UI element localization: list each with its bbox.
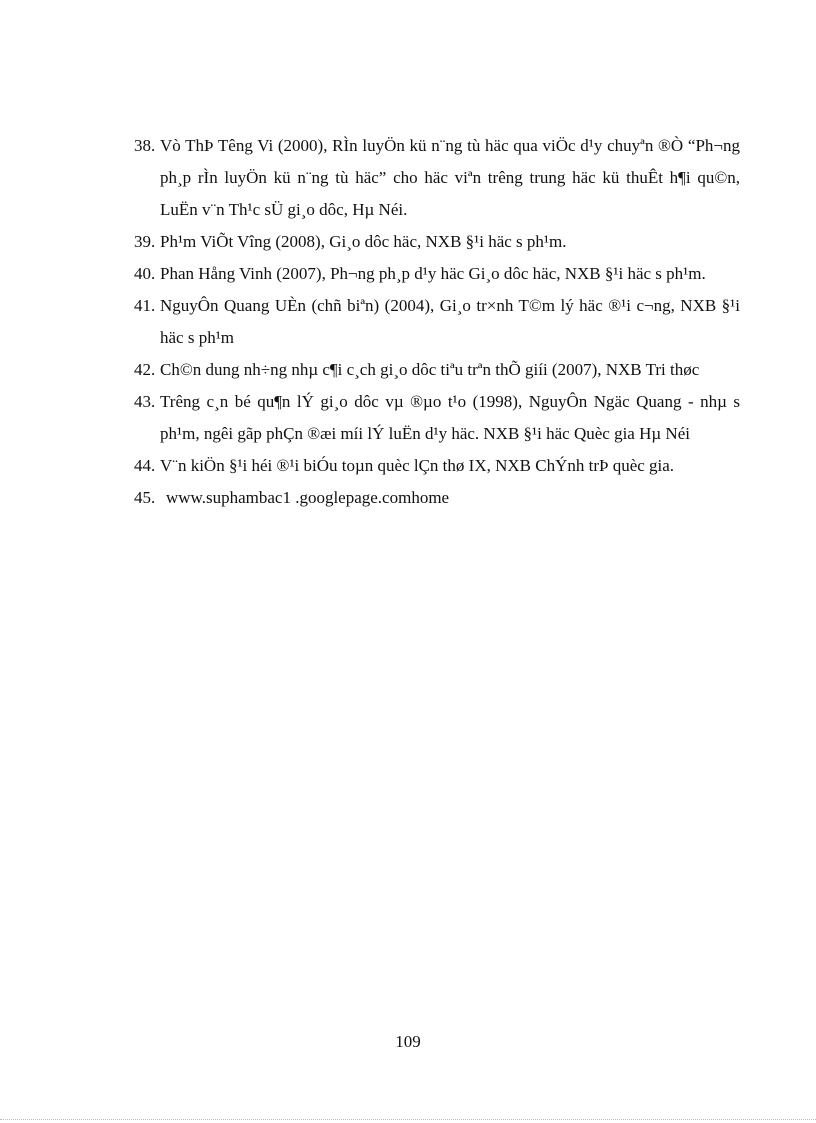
reference-number: 45.: [134, 488, 156, 507]
page-bottom-border: [0, 1119, 816, 1120]
reference-url: www.suphambac1 .googlepage.comhome: [166, 488, 450, 507]
reference-item: [134, 226, 740, 258]
reference-number: 41.: [134, 296, 156, 315]
reference-text: V¨n kiÖn §¹i héi ®¹i biÓu toµn quèc lÇn thø IX, NXB ChÝnh trÞ quèc gia.: [160, 456, 675, 475]
reference-item: [134, 130, 740, 226]
reference-number: 44.: [134, 456, 156, 475]
reference-number: 40.: [134, 264, 156, 283]
reference-text: NguyÔn Quang UÈn (chñ biªn) (2004), Gi¸o tr×nh T©m lý häc ®¹i c¬ng, NXB §¹i häc s ph¹m: [160, 296, 740, 347]
reference-item: [134, 450, 740, 482]
reference-item: [134, 386, 740, 450]
reference-item: [134, 258, 740, 290]
reference-item: [134, 354, 740, 386]
reference-text: Trêng c¸n bé qu¶n lÝ gi¸o dôc vµ ®µo t¹o (1998), NguyÔn Ngäc Quang - nhµ s ph¹m, ngêi gãp phÇn ®æi míi lÝ luËn d¹y häc. NXB §¹i häc Quèc gia Hµ Néi: [160, 392, 740, 443]
reference-number: 38.: [134, 136, 156, 155]
reference-text: Vò ThÞ Têng Vi (2000), RÌn luyÖn kü n¨ng tù häc qua viÖc d¹y chuyªn ®Ò “Ph¬ng ph¸p rÌn luyÖn kü n¨ng tù häc” cho häc viªn trêng trung häc kü thuÊt h¶i qu©n, LuËn v¨n Th¹c sÜ gi¸o dôc, Hµ Néi.: [160, 136, 740, 219]
reference-number: 42.: [134, 360, 156, 379]
reference-number: 43.: [134, 392, 156, 411]
reference-item: [134, 290, 740, 354]
reference-text: Ch©n dung nh÷ng nhµ c¶i c¸ch gi¸o dôc tiªu trªn thÕ giíi (2007), NXB Tri thøc: [160, 360, 700, 379]
reference-text: Ph¹m ViÕt Vîng (2008), Gi¸o dôc häc, NXB §¹i häc s ph¹m.: [160, 232, 567, 251]
reference-number: 39.: [134, 232, 156, 251]
reference-list: [134, 130, 740, 514]
page-number: 109: [395, 1032, 421, 1051]
reference-item: [134, 482, 740, 514]
reference-text: Phan Hång Vinh (2007), Ph¬ng ph¸p d¹y häc Gi¸o dôc häc, NXB §¹i häc s ph¹m.: [160, 264, 706, 283]
